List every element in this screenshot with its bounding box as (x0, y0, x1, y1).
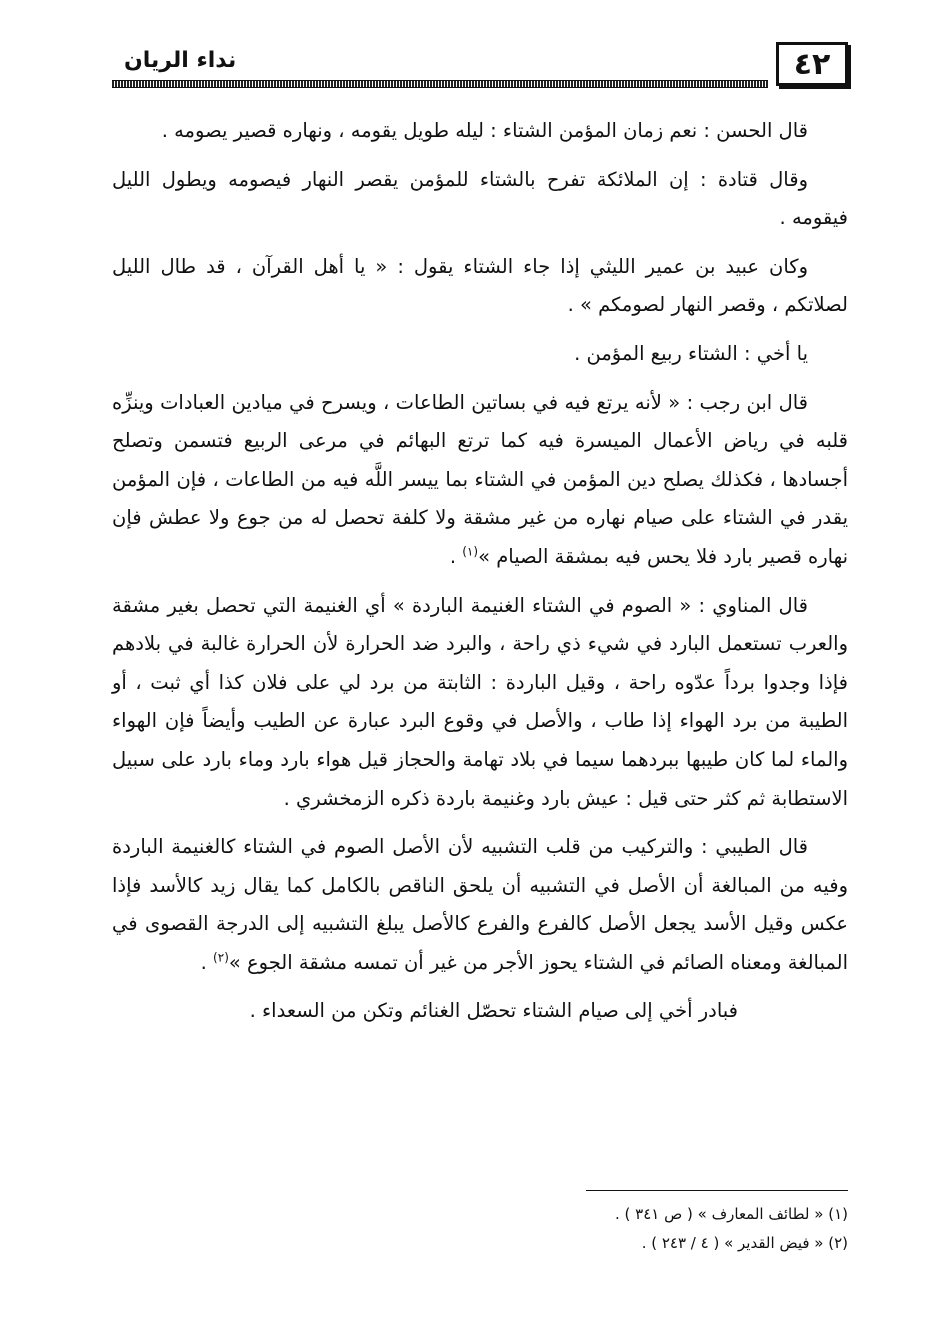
footnote-ref-1[interactable]: (١) (462, 544, 479, 559)
paragraph-munawi: قال المناوي : « الصوم في الشتاء الغنيمة الباردة » أي الغنيمة التي تحصل بغير مشقة والعرب تستعمل البارد في شيء ذي راحة ، والبرد ضد الحرارة لأن الحرارة غالبة في بلادهم فإذا وجدوا برداً عدّوه راحة ، وقيل الباردة : الثابتة من برد لي على فلان كذا أي ثبت ، أو الطيبة من برد الهواء إذا طاب ، والأصل في وقوع البرد عبارة عن الطيب وأيضاً فإن الهواء والماء لما كان طيبها ببردهما سيما في بلاد تهامة والحجاز قيل هواء بارد وماء بارد على سبيل الاستطابة ثم كثر حتى قيل : عيش بارد وغنيمة باردة ذكره الزمخشري . (112, 593, 848, 810)
footnote-1: (١) « لطائف المعارف » ( ص ٣٤١ ) . (615, 1205, 848, 1223)
paragraph-hasan: قال الحسن : نعم زمان المؤمن الشتاء : ليله طويل يقومه ، ونهاره قصير يصومه . (161, 119, 808, 142)
running-title: نداء الريان (124, 48, 237, 73)
paragraph-ubaid: وكان عبيد بن عمير الليثي إذا جاء الشتاء يقول : « يا أهل القرآن ، قد طال الليل لصلاتكم ، وقصر النهار لصومكم » . (112, 254, 848, 317)
ibn-rajab-text: قال ابن رجب : « لأنه يرتع فيه في بساتين الطاعات ، ويسرح في ميادين العبادات وينزِّه قلبه في رياض الأعمال الميسرة فيه كما ترتع البهائم في مرعى الربيع فتسمن وتصلح أجسادها ، فكذلك يصلح دين المؤمن في الشتاء بما ييسر اللَّه فيه من الطاعات ، فإن المؤمن يقدر في الشتاء على صيام نهاره من غير مشقة ولا كلفة تحصل له من جوع ولا عطش فإن نهاره قصير بارد فلا يحس فيه بمشقة الصيام » (112, 390, 848, 568)
paragraph-closing: فبادر أخي إلى صيام الشتاء تحصّل الغنائم وتكن من السعداء . (249, 999, 738, 1023)
footnotes (248, 1200, 848, 1258)
tibi-tail: . (200, 950, 214, 974)
paragraph-ibn-rajab (112, 384, 848, 577)
page-number: ٤٢ (776, 42, 848, 86)
footnote-separator (586, 1190, 848, 1191)
header-rule (112, 80, 768, 88)
ibn-rajab-tail: . (449, 544, 463, 568)
paragraph-ya-akhi: يا أخي : الشتاء ربيع المؤمن . (574, 341, 808, 365)
main-text (112, 112, 848, 1041)
footnote-2: (٢) « فيض القدير » ( ٤ / ٢٤٣ ) . (641, 1234, 848, 1252)
tibi-text: قال الطيبي : والتركيب من قلب التشبيه لأن الأصل الصوم في الشتاء كالغنيمة الباردة وفيه من المبالغة أن الأصل في التشبيه أن يلحق الناقص بالكامل كما يقال زيد كالأسد فإذا عكس وقيل الأسد يجعل الأصل كالفرع والفرع كالأصل يبلغ التشبيه إلى الدرجة القصوى في المبالغة ومعناه الصائم في الشتاء يحوز الأجر من غير أن تمسه مشقة الجوع » (112, 835, 848, 974)
paragraph-tibi (112, 828, 848, 982)
footnote-ref-2[interactable]: (٢) (213, 950, 229, 965)
page-header (112, 36, 848, 92)
paragraph-qatada: وقال قتادة : إن الملائكة تفرح بالشتاء للمؤمن يقصر النهار فيصومه ويطول الليل فيقومه . (112, 167, 848, 230)
